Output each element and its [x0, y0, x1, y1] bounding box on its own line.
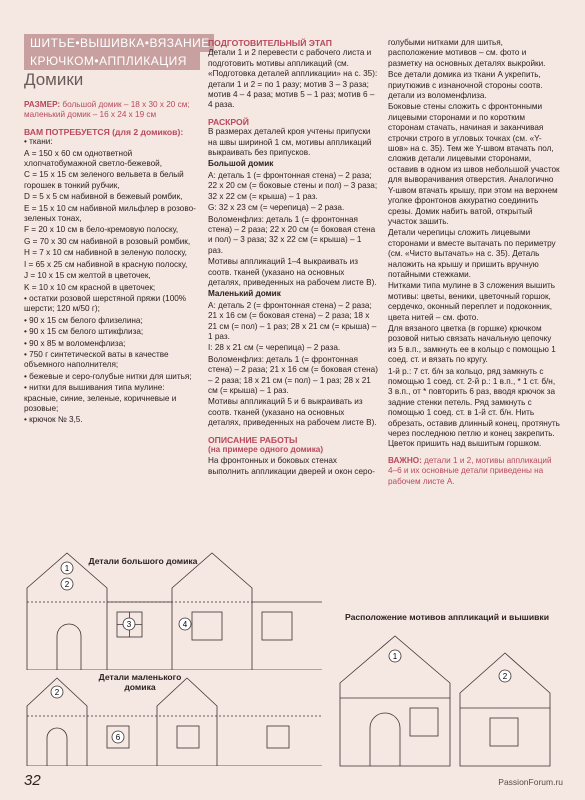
big-house-line: G: 32 x 23 см (= черепица) – 2 раза. [208, 203, 345, 213]
layout-caption: Расположение мотивов аппликаций и вышивки [345, 612, 549, 622]
site-watermark: PassionForum.ru [498, 777, 563, 787]
section-header-line2: КРЮЧКОМ•АППЛИКАЦИЯ [24, 52, 200, 70]
column-materials [24, 100, 199, 427]
list-item: А = 150 x 60 см однответной хлопчатобумажной светло-бежевой, [24, 148, 162, 169]
layout-number-2 [499, 670, 511, 682]
cut-text: В размерах деталей кроя учтены припуски на швы шириной 1 см, мотивы аппликаций выкраивать без припусков. [208, 127, 372, 158]
work-text: На фронтонных и боковых стенах выполнить аппликации дверей и окон серо- [208, 456, 375, 476]
list-item: H = 7 x 10 см набивной в зеленую полоску, [24, 248, 187, 258]
svg-text:2: 2 [54, 688, 60, 697]
list-item: • крючок № 3,5. [24, 415, 83, 425]
size-label: РАЗМЕР: [24, 100, 61, 109]
motif-number-2 [61, 578, 73, 590]
small-house-line: I: 28 x 21 см (= черепица) – 2 раза. [208, 343, 341, 353]
list-item: G = 70 x 30 см набивной в розовый ромбик, [24, 236, 191, 246]
list-item: I = 65 x 25 см набивной в красную полоску, [24, 259, 188, 269]
svg-text:6: 6 [115, 733, 121, 742]
list-item: D = 5 x 5 см набивной в бежевый ромбик, [24, 192, 183, 202]
svg-text:1: 1 [392, 652, 398, 661]
assembly-paragraph: голубыми нитками для шитья, расположение мотивов – см. фото и разметку на основных деталях выкройки. [388, 38, 546, 68]
list-item: J = 10 x 15 см желтой в цветочек, [24, 271, 151, 281]
big-house-line: A: деталь 1 (= фронтонная стена) – 2 раза; 22 x 20 см (= боковые стены и пол) – 3 раза; 32 x 22 см (= крыша) – 1 раз. [208, 170, 378, 201]
size-text: большой домик – 18 x 30 x 20 см; маленький домик – 16 x 24 x 19 см [24, 100, 190, 120]
big-house-line: Мотивы аппликаций 1–4 выкраивать из соотв. тканей (указано на основных деталях, приведенных на рабочем листе B). [208, 257, 377, 287]
list-item: F = 20 x 10 см в бело-кремовую полоску, [24, 225, 179, 235]
motif-number-2-small [51, 686, 63, 698]
layout-number-1 [389, 650, 401, 662]
list-item: • остатки розовой шерстяной пряжи (100% шерсти; 120 м/50 г); [24, 293, 187, 314]
assembly-paragraph: 1-й р.: 7 ст. б/н за кольцо, ряд замкнуть с помощью 1 соед. ст. 2-й р.: 1 в.п., * 1 ст. б/н, 3 в.п., от * повторить 6 раз, вводя крючок за задние стенки петель. Ряд замкнуть с помощью 1 соед. ст. в 1-й ст. б/н. Нить обрезать, оставив длинный конец, протянуть через последнюю петлю и конец закрепить. Цветок пришить над вышитым горшком. [388, 366, 560, 449]
big-house-pattern [22, 548, 322, 670]
svg-text:4: 4 [182, 620, 188, 629]
size-paragraph [24, 100, 199, 121]
small-house-heading: Маленький домик [208, 289, 281, 299]
motif-number-6 [112, 731, 124, 743]
svg-text:1: 1 [64, 564, 70, 573]
prep-text: Детали 1 и 2 перевести с рабочего листа и подготовить мотивы аппликаций (см. «Подготовка деталей аппликации» на с. 35): детали 1 и 2 = по 1 разу; мотив 3 – 3 раза; мотив 4 – 4 раза; мотив 5 – 1 раз; мотив 6 – 4 раза. [208, 48, 378, 110]
work-subheading: (на примере одного домика) [208, 445, 324, 455]
list-item: K = 10 x 10 см красной в цветочек; [24, 282, 156, 292]
assembly-paragraph: Боковые стены сложить с фронтонными лицевыми сторонами и по коротким сторонам стачать, начиная и заканчивая строчки строго в угловых точках (см. «Y-шов» на с. 35). Тем же Y-швом втачать пол, сложив детали лицевыми сторонами, оставив в одном из швов небольшой участок для выворачивания отверстия. Аналогично Y-швом втачать крышу, при этом на верхнем уголке фронтонов аккуратно соединить срезы. Домик набить ватой, открытый участок зашить. [388, 102, 560, 226]
small-house-line: A: деталь 2 (= фронтонная стена) – 2 раза; 21 x 16 см (= боковая стена) – 2 раза; 18 x 21 см (= пол) – 1 раз; 28 x 21 см (= крыша) – 1 раз. [208, 300, 377, 341]
motif-number-3 [123, 618, 135, 630]
assembly-paragraph: Детали черепицы сложить лицевыми сторонами и вместе вытачать по периметру (см. «Чисто вытачать» на с. 35). Деталь наложить на крышу и пришить вручную потайными стежками. [388, 228, 556, 279]
section-header-line1: ШИТЬЕ•ВЫШИВКА•ВЯЗАНИЕ [24, 34, 214, 52]
list-item: • бежевые и серо-голубые нитки для шитья; [24, 371, 192, 381]
svg-text:2: 2 [502, 672, 508, 681]
important-label: ВАЖНО: [388, 455, 422, 465]
big-house-heading: Большой домик [208, 159, 274, 169]
list-item: • 90 x 15 см белого флизелина; [24, 315, 143, 325]
page-number: 32 [24, 772, 41, 789]
list-item: E = 15 x 10 см набивной мильфлер в розово-зеленых тонах, [24, 203, 196, 224]
big-house-caption: Детали большого домика [88, 556, 198, 566]
list-item: • нитки для вышивания типа мулине: красные, синие, зеленые, коричневые и розовые; [24, 383, 177, 413]
assembly-paragraph: Все детали домика из ткани A укрепить, приутюжив с изнаночной стороны соотв. детали из воломенфлиза. [388, 70, 543, 101]
list-item: • 90 x 85 м воломенфлиза; [24, 338, 126, 348]
motif-layout-diagram [330, 628, 562, 768]
page-title: Домики [24, 70, 84, 89]
important-text: детали 1 и 2, мотивы аппликаций 4–6 и их основные детали приведены на рабочем листе A. [388, 455, 552, 486]
big-house-line: Воломенфлиз: деталь 1 (= фронтонная стена) – 2 раза; 22 x 20 см (= боковая стена и пол) – 3 раза; 32 x 22 см (= крыша) – 1 раз. [208, 214, 376, 255]
prep-heading: ПОДГОТОВИТЕЛЬНЫЙ ЭТАП [208, 38, 332, 48]
small-house-line: Воломенфлиз: деталь 1 (= фронтонная стена) – 2 раза; 21 x 16 см (= боковая стена) – 2 раза; 18 x 21 см (= пол) – 1 раз; 28 x 21 см (= крыша) – 1 раз. [208, 354, 378, 395]
cut-heading: РАСКРОЙ [208, 116, 249, 127]
work-heading: ОПИСАНИЕ РАБОТЫ [208, 434, 298, 445]
assembly-paragraph: Для вязаного цветка (в горшке) крючком розовой нитью связать начальную цепочку из 5 в.п., замкнуть ее в кольцо с помощью 1 соед. ст. и вязать по кругу. [388, 323, 556, 365]
column-assembly [388, 38, 560, 488]
svg-text:2: 2 [64, 580, 70, 589]
list-item: • 90 x 15 см белого штикфлиза; [24, 327, 144, 337]
assembly-paragraph: Нитками типа мулине в 3 сложения вышить мотивы: цветы, веники, цветочный горшок, сердечко, оконный переплет и подоконник, цвета нитей – см. фото. [388, 281, 556, 322]
motif-number-1 [61, 562, 73, 574]
list-item: • 750 г синтетической ваты в качестве объемного наполнителя; [24, 349, 169, 370]
motif-number-4 [179, 618, 191, 630]
important-note [388, 456, 560, 487]
list-item: C = 15 x 15 см зеленого вельвета в белый горошек в тонкий рубчик, [24, 170, 184, 190]
small-house-line: Мотивы аппликаций 5 и 6 выкраивать из соотв. тканей (указано на основных деталях, приведенных на рабочем листе B). [208, 397, 377, 428]
materials-heading: ВАМ ПОТРЕБУЕТСЯ (для 2 домиков): [24, 126, 184, 137]
small-house-caption: Детали маленького домика [98, 672, 182, 692]
list-item: • ткани: [24, 137, 53, 147]
materials-list [24, 137, 199, 426]
column-preparation [208, 38, 378, 478]
svg-text:3: 3 [126, 620, 132, 629]
